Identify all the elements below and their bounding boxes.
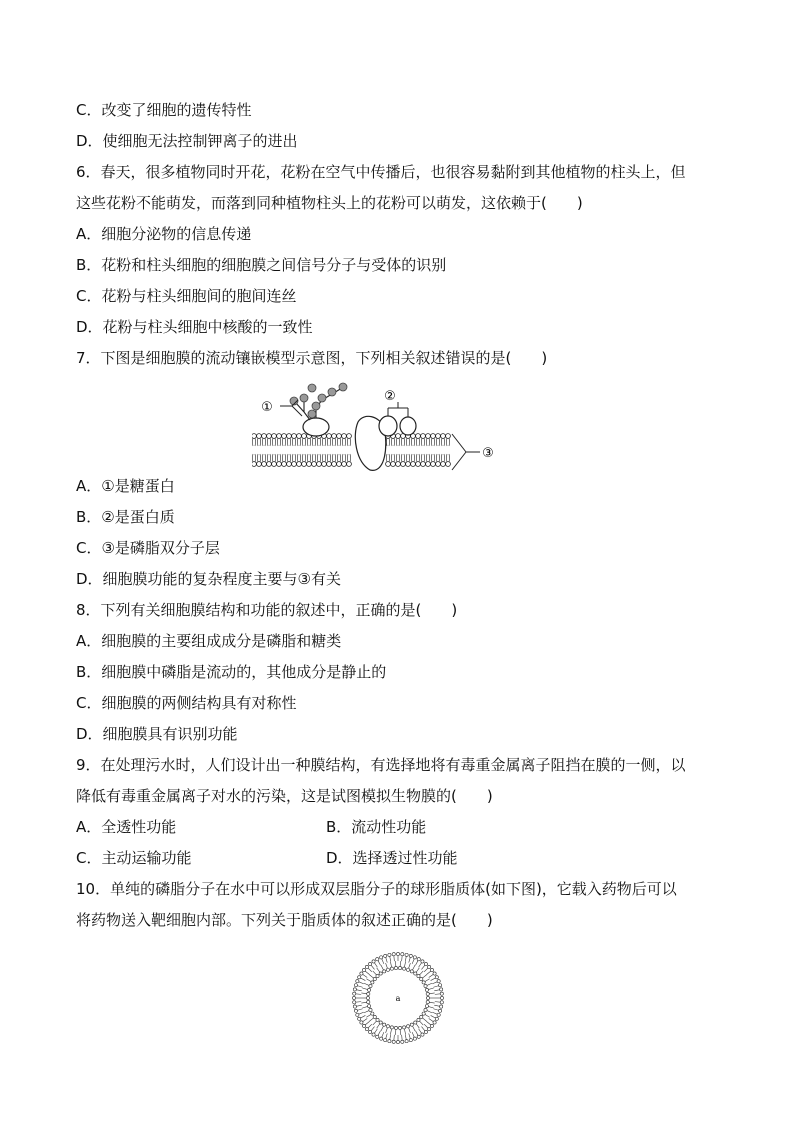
- q9-option-c: C．主动运输功能: [76, 849, 192, 867]
- figure-label-3: ③: [482, 446, 494, 461]
- q8-option-c: C．细胞膜的两侧结构具有对称性: [76, 694, 297, 712]
- figure-label-2: ②: [384, 389, 396, 404]
- q7-option-a: A．①是糖蛋白: [76, 477, 175, 495]
- q9-option-a: A．全透性功能: [76, 818, 177, 836]
- q8-stem: 8．下列有关细胞膜结构和功能的叙述中，正确的是( ): [76, 601, 458, 619]
- q6-option-d: D．花粉与柱头细胞中核酸的一致性: [76, 318, 313, 336]
- q8-option-a: A．细胞膜的主要组成成分是磷脂和糖类: [76, 632, 342, 650]
- q6-stem-line1: 6．春天，很多植物同时开花，花粉在空气中传播后，也很容易黏附到其他植物的柱头上，但: [76, 163, 686, 181]
- fluid-mosaic-membrane-figure: [252, 378, 496, 474]
- q9-stem-line2: 降低有毒重金属离子对水的污染，这是试图模拟生物膜的( ): [76, 787, 493, 805]
- q10-stem-line2: 将药物送入靶细胞内部。下列关于脂质体的叙述正确的是( ): [76, 911, 493, 929]
- q7-option-b: B．②是蛋白质: [76, 508, 175, 526]
- q6-option-c: C．花粉与柱头细胞间的胞间连丝: [76, 287, 297, 305]
- q5-option-d: D．使细胞无法控制钾离子的进出: [76, 132, 298, 150]
- q9-stem-line1: 9．在处理污水时，人们设计出一种膜结构，有选择地将有毒重金属离子阻挡在膜的一侧，以: [76, 756, 686, 774]
- q9-option-d: D．选择透过性功能: [326, 849, 458, 867]
- q6-option-b: B．花粉和柱头细胞的细胞膜之间信号分子与受体的识别: [76, 256, 447, 274]
- q8-option-b: B．细胞膜中磷脂是流动的，其他成分是静止的: [76, 663, 387, 681]
- q6-option-a: A．细胞分泌物的信息传递: [76, 225, 252, 243]
- liposome-label-a: a: [395, 994, 401, 1003]
- liposome-figure: [350, 950, 446, 1046]
- q7-stem: 7．下图是细胞膜的流动镶嵌模型示意图，下列相关叙述错误的是( ): [76, 349, 548, 367]
- q8-option-d: D．细胞膜具有识别功能: [76, 725, 238, 743]
- q10-stem-line1: 10．单纯的磷脂分子在水中可以形成双层脂分子的球形脂质体(如下图)，它载入药物后可以: [76, 880, 677, 898]
- q5-option-c: C．改变了细胞的遗传特性: [76, 101, 252, 119]
- figure-label-1: ①: [261, 400, 273, 415]
- phospholipid-bilayer: [252, 434, 450, 467]
- q6-stem-line2: 这些花粉不能萌发，而落到同种植物柱头上的花粉可以萌发，这依赖于( ): [76, 194, 583, 212]
- q7-option-c: C．③是磷脂双分子层: [76, 539, 220, 557]
- q7-option-d: D．细胞膜功能的复杂程度主要与③有关: [76, 570, 341, 588]
- q9-option-b: B．流动性功能: [326, 818, 427, 836]
- glycoprotein-shape: [303, 418, 329, 436]
